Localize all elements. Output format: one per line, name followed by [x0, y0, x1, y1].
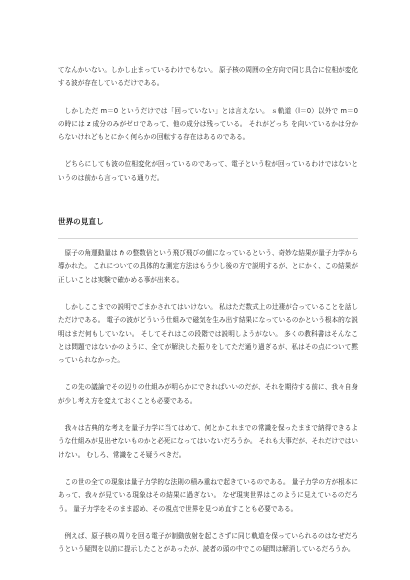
section-paragraph-6: 例えば、原子核の周りを回る電子が制動放射を起こさずに同じ軌道を保っていられるのはなぜだろうという疑問を以前に提示したことがあったが、読者の頭の中でこの疑問は解消しているだろうか。 — [58, 531, 358, 554]
intro-paragraph-2: しかしただ m＝0 というだけでは「回っていない」とは言えない。 ｓ軌道（l＝0）以外で m＝0 の時には z 成分のみがゼロであって、他の成分は残っている。 それがどっち を向いているかは分からないけれどもとにかく何らかの回転する存在はあるのである。 — [58, 106, 358, 142]
section-divider — [58, 238, 358, 239]
intro-paragraph-3: どちらにしても波の位相変化が回っているのであって、電子という粒が回っているわけではないというのは前から言っている通りだ。 — [58, 160, 358, 182]
section-paragraph-5: この世の全ての現象は量子力学的な法則の積み重ねで起きているのである。 量子力学の方が根本にあって、我々が見ている現象はその結果に過ぎない。 なぜ現実世界はこのように見えているのだろう。 量子力学をそのまま認め、その視点で世界を見つめ直すことも必要である。 — [58, 477, 358, 513]
text-column — [58, 64, 358, 570]
section-paragraph-2: しかしここまでの説明でごまかされてはいけない。 私はただ数式上の辻褄が合っていることを話しただけである。 電子の波がどういう仕組みで磁気を生み出す結果になっているのかという根本的な説明はまだ何もしていない。 そしてそれはこの段階では説明しようがない。 多くの教科書はそんなことは問題ではないかのように、全てが解決した振りをしてただ通り過ぎるが、私はその点について黙っていられなかった。 — [58, 302, 358, 365]
intro-paragraph-1: てなんかいない。しかし止まっているわけでもない。 原子核の周囲の全方向で同じ具合に位相が変化する波が存在しているだけである。 — [58, 66, 358, 88]
section-paragraph-1: 原子の角運動量は ℏ の整数倍という飛び飛びの値になっているという、奇妙な結果が量子力学から導かれた。 これについての具体的な測定方法はもう少し後の方で説明するが、とにかく、この結果が正しいことは実験で確かめる事が出来る。 — [58, 249, 358, 284]
section-spacer — [58, 199, 358, 216]
section-paragraph-3: この先の議論でその辺りの仕組みが明らかにできればいいのだが、それを期待する前に、我々自身が少し考え方を変えておくことも必要である。 — [58, 383, 358, 405]
section-heading: 世界の見直し — [58, 217, 104, 227]
section-paragraph-4: 我々は古典的な考えを量子力学に当てはめて、何とかこれまでの常識を保ったままで納得できるような仕組みが見出せないものかと必死になってはいないだろうか。 それも大事だが、それだけではいけない。 むしろ、常識をこそ疑うべきだ。 — [58, 424, 358, 459]
